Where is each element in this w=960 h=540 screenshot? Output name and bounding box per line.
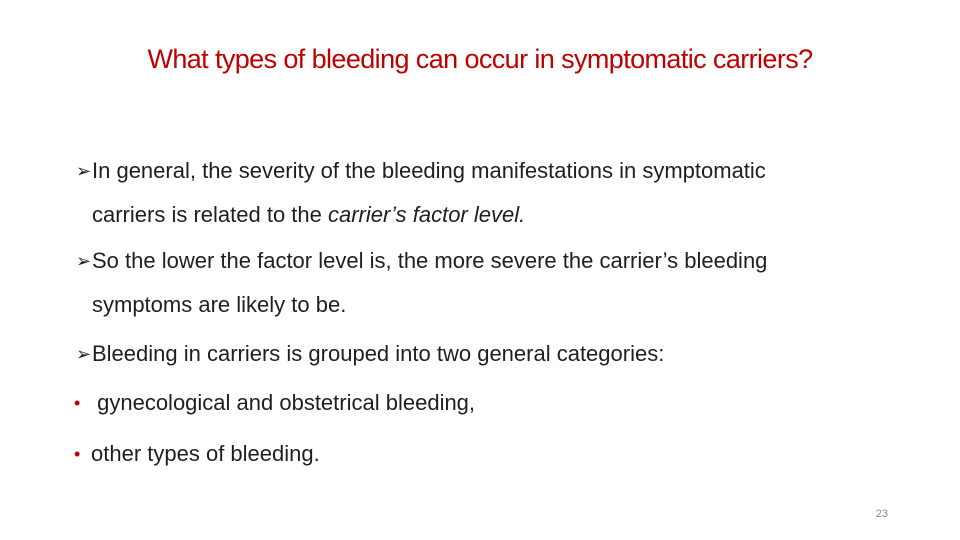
arrow-point-2 <box>76 239 876 327</box>
point-3-line-1: Bleeding in carriers is grouped into two general categories: <box>92 341 665 366</box>
page-number: 23 <box>875 508 888 520</box>
sub-bullet-2-text: other types of bleeding. <box>91 441 320 466</box>
arrow-bullet-icon: ➢ <box>76 161 92 181</box>
point-2-line-2: symptoms are likely to be. <box>92 292 347 317</box>
sub-bullet-1 <box>74 388 475 418</box>
point-2-line-1: So the lower the factor level is, the more severe the carrier’s bleeding <box>92 248 768 273</box>
arrow-bullet-icon: ➢ <box>76 344 92 364</box>
arrow-point-3 <box>76 332 876 376</box>
slide-title: What types of bleeding can occur in symptomatic carriers? <box>147 44 813 74</box>
point-1-line-2: carriers is related to the <box>92 202 328 227</box>
arrow-bullet-icon: ➢ <box>76 251 92 271</box>
sub-bullet-2 <box>74 439 320 469</box>
bullet-dot-icon: • <box>74 444 81 464</box>
arrow-point-1 <box>76 149 876 237</box>
point-1-line-1: In general, the severity of the bleeding manifestations in symptomatic <box>92 158 766 183</box>
bullet-dot-icon: • <box>74 393 81 413</box>
point-1-emphasis: carrier’s factor level. <box>327 202 526 227</box>
sub-bullet-1-text: gynecological and obstetrical bleeding, <box>91 390 476 415</box>
